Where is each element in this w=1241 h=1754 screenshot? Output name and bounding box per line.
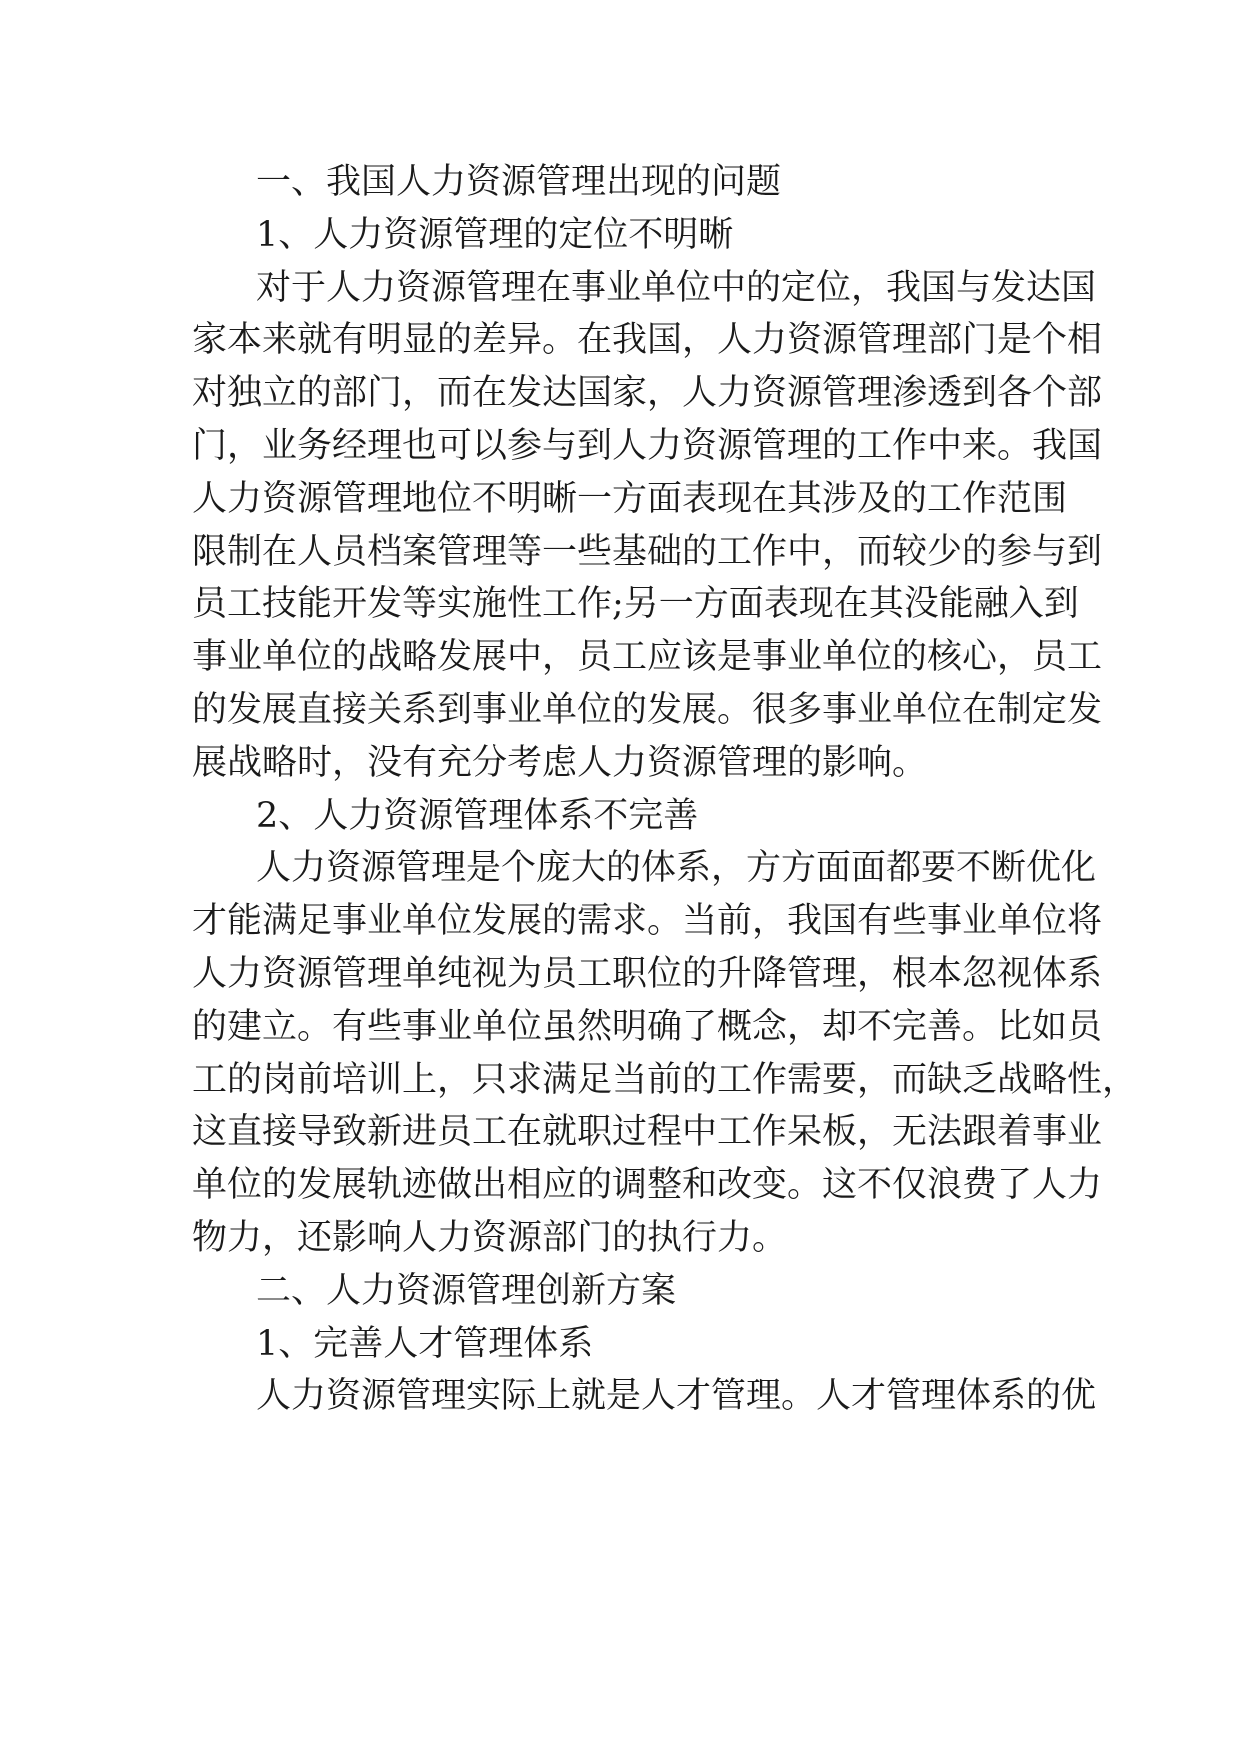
subsection-heading-2-1: 1、完善人才管理体系 <box>256 1323 594 1364</box>
paragraph-line: 的建立。有些事业单位虽然明确了概念，却不完善。比如员 <box>192 1006 1103 1047</box>
section-heading-1: 一、我国人力资源管理出现的问题 <box>256 162 782 202</box>
paragraph-line: 家本来就有明显的差异。在我国，人力资源管理部门是个相 <box>192 320 1103 361</box>
section-heading-2: 二、人力资源管理创新方案 <box>256 1270 677 1311</box>
paragraph-line: 才能满足事业单位发展的需求。当前，我国有些事业单位将 <box>192 901 1103 942</box>
paragraph-line: 人力资源管理单纯视为员工职位的升降管理，根本忽视体系 <box>192 953 1103 994</box>
subsection-heading-1-2: 2、人力资源管理体系不完善 <box>256 795 699 836</box>
paragraph-line: 的发展直接关系到事业单位的发展。很多事业单位在制定发 <box>192 689 1103 730</box>
paragraph-line: 这直接导致新进员工在就职过程中工作呆板，无法跟着事业 <box>192 1112 1103 1153</box>
paragraph-line: 对独立的部门，而在发达国家，人力资源管理渗透到各个部 <box>192 373 1103 414</box>
paragraph-line: 对于人力资源管理在事业单位中的定位，我国与发达国 <box>256 267 1097 308</box>
paragraph-line: 事业单位的战略发展中，员工应该是事业单位的核心，员工 <box>192 637 1103 678</box>
paragraph-2 <box>192 842 1138 1264</box>
paragraph-line: 人力资源管理实际上就是人才管理。人才管理体系的优 <box>256 1376 1097 1417</box>
paragraph-line: 工的岗前培训上，只求满足当前的工作需要，而缺乏战略性， <box>192 1059 1138 1100</box>
paragraph-1 <box>192 262 1103 790</box>
paragraph-line: 人力资源管理是个庞大的体系，方方面面都要不断优化 <box>256 848 1097 889</box>
paragraph-line: 人力资源管理地位不明晰一方面表现在其涉及的工作范围 <box>192 478 1068 519</box>
document-body <box>192 156 1138 1423</box>
paragraph-line: 单位的发展轨迹做出相应的调整和改变。这不仅浪费了人力 <box>192 1165 1103 1206</box>
paragraph-line: 展战略时，没有充分考虑人力资源管理的影响。 <box>192 742 928 783</box>
paragraph-line: 限制在人员档案管理等一些基础的工作中，而较少的参与到 <box>192 531 1103 572</box>
paragraph-3 <box>192 1370 1097 1423</box>
paragraph-line: 物力，还影响人力资源部门的执行力。 <box>192 1217 788 1258</box>
paragraph-line: 门，业务经理也可以参与到人力资源管理的工作中来。我国 <box>192 425 1103 466</box>
paragraph-line: 员工技能开发等实施性工作;另一方面表现在其没能融入到 <box>192 584 1079 625</box>
subsection-heading-1-1: 1、人力资源管理的定位不明晰 <box>256 214 734 255</box>
